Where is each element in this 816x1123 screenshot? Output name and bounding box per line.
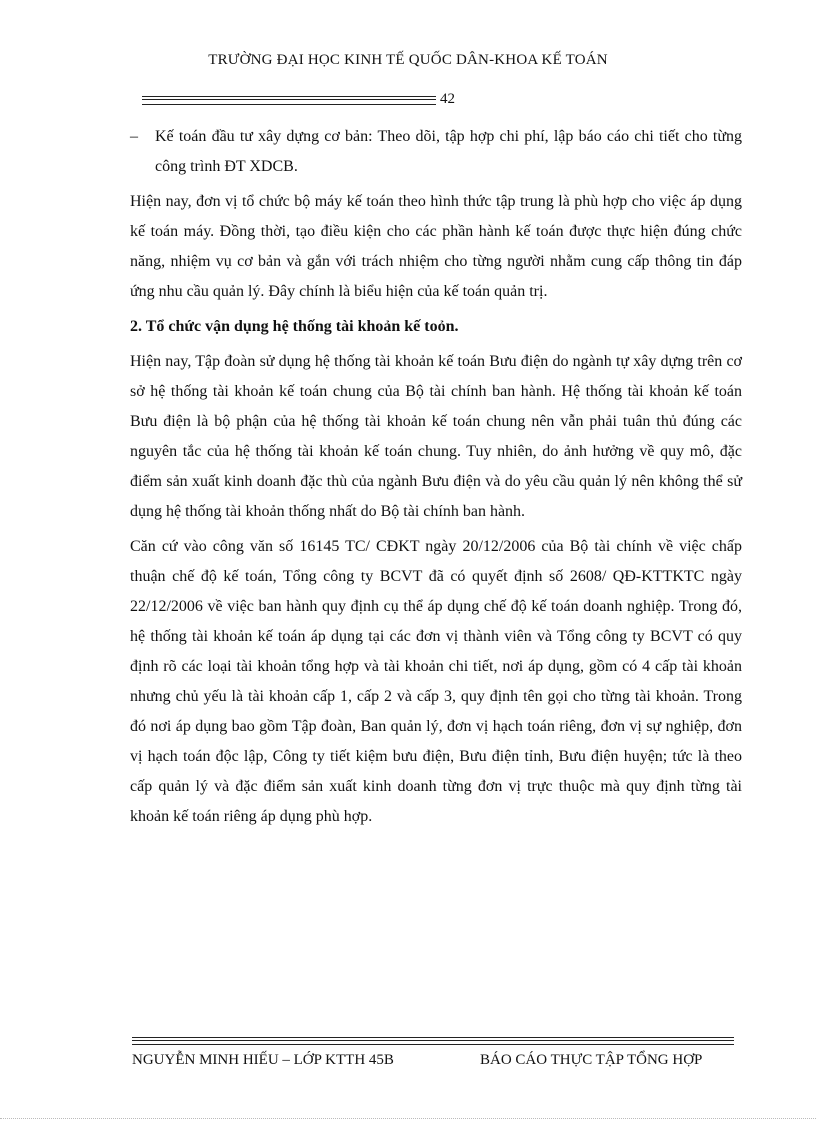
document-body: [130, 122, 742, 837]
paragraph-regulation: Căn cứ vào công văn số 16145 TC/ CĐKT ngày 20/12/2006 của Bộ tài chính về việc chấp thuận chế độ kế toán, Tổng công ty BCVT đã có quyết định số 2608/ QĐ-KTTKTC ngày 22/12/2006 về việc ban hành quy định cụ thể áp dụng chế độ kế toán doanh nghiệp. Trong đó, hệ thống tài khoản kế toán áp dụng tại các đơn vị thành viên và Tổng công ty BCVT có quy định rõ các loại tài khoản tổng hợp và tài khoản chi tiết, nơi áp dụng, gồm có 4 cấp tài khoản nhưng chủ yếu là tài khoản cấp 1, cấp 2 và cấp 3, quy định tên gọi cho từng tài khoản. Trong đó nơi áp dụng bao gồm Tập đoàn, Ban quản lý, đơn vị hạch toán riêng, đơn vị sự nghiệp, đơn vị hạch toán độc lập, Công ty tiết kiệm bưu điện, Bưu điện tỉnh, Bưu điện huyện; tức là theo cấp quản lý và đặc điểm sản xuất kinh doanh từng đơn vị trực thuộc mà quy định từng tài khoản kế toán riêng áp dụng phù hợp.: [130, 538, 742, 825]
bullet-text: Kế toán đầu tư xây dựng cơ bản: Theo dõi, tập hợp chi phí, lập báo cáo chi tiết cho từng công trình ĐT XDCB.: [155, 128, 742, 175]
section-heading: 2. Tổ chức vận dụng hệ thống tài khoản kế toỏn.: [130, 318, 459, 335]
footer-double-rule: [132, 1037, 734, 1045]
footer-report-title: BÁO CÁO THỰC TẬP TỔNG HỢP: [480, 1052, 703, 1068]
paragraph-accounting-organization: Hiện nay, đơn vị tổ chức bộ máy kế toán theo hình thức tập trung là phù hợp cho việc áp dụng kế toán máy. Đồng thời, tạo điều kiện cho các phần hành kế toán được thực hiện đúng chức năng, nhiệm vụ cơ bản và gắn với trách nhiệm cho từng người nhằm cung cấp thông tin đáp ứng nhu cầu quản lý. Đây chính là biểu hiện của kế toán quản trị.: [130, 193, 742, 300]
paragraph-account-system: Hiện nay, Tập đoàn sử dụng hệ thống tài khoản kế toán Bưu điện do ngành tự xây dựng trên cơ sở hệ thống tài khoản kế toán chung của Bộ tài chính ban hành. Hệ thống tài khoản kế toán Bưu điện là bộ phận của hệ thống tài khoản kế toán chung nên vẫn phải tuân thủ đúng các nguyên tắc của hệ thống tài khoản kế toán chung. Tuy nhiên, do ảnh hưởng về quy mô, đặc điểm sản xuất kinh doanh đặc thù của ngành Bưu điện và do yêu cầu quản lý nên không thể sử dụng hệ thống tài khoản thống nhất do Bộ tài chính ban hành.: [130, 353, 742, 520]
page-bottom-edge: [0, 1118, 816, 1119]
page-number: 42: [440, 91, 455, 107]
footer-author: NGUYỄN MINH HIẾU – LỚP KTTH 45B: [132, 1052, 394, 1068]
bullet-item: [130, 122, 742, 182]
page-header-title: TRƯỜNG ĐẠI HỌC KINH TẾ QUỐC DÂN-KHOA KẾ TOÁN: [208, 52, 608, 68]
header-double-rule: [142, 96, 436, 105]
bullet-dash: –: [130, 128, 138, 145]
